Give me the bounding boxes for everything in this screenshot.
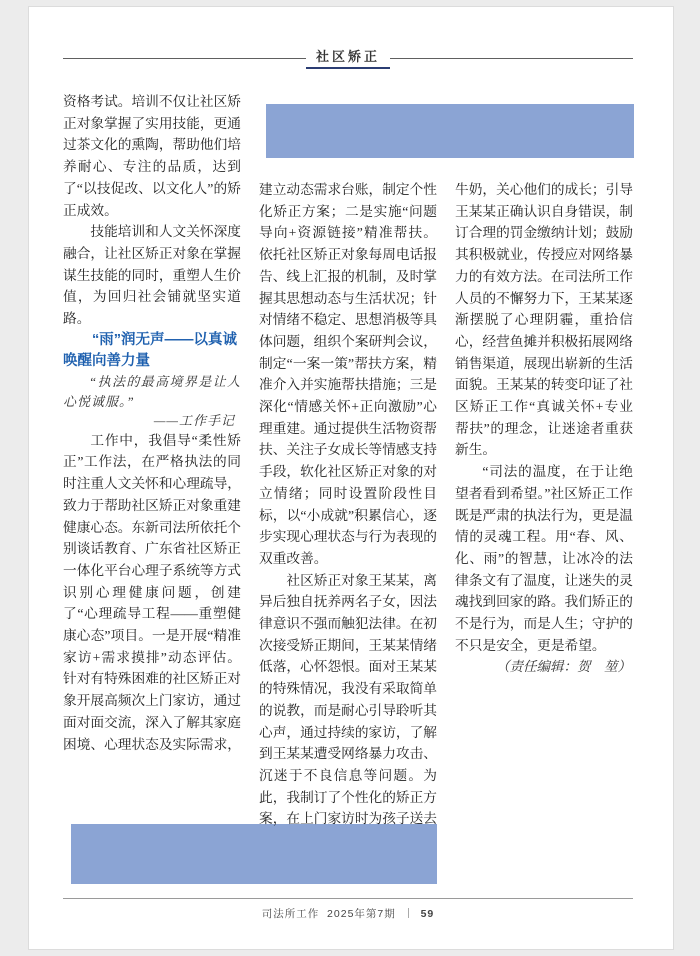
text-column-3 — [455, 179, 633, 678]
paragraph: 社区矫正对象王某某，离异后独自抚养两名子女，因法律意识不强而触犯法律。在初次接受矫正期间，王某某情绪低落，心怀怨恨。面对王某某的特殊情况，我没有采取简单的说教，而是耐心引导聆听其心声，通过持续的家访，了解到王某某遭受网络暴力攻击、沉迷于不良信息等问题。为此，我制订了个性化的矫正方案，在上门家访时为孩子送去 — [259, 572, 437, 827]
pull-quote: “执法的最高境界是让人心悦诚服。” — [63, 373, 241, 409]
footer-rule — [63, 898, 633, 899]
paragraph: 工作中，我倡导“柔性矫正”工作法，在严格执法的同时注重人文关怀和心理疏导，致力于帮助社区矫正对象重建健康心态。东新司法所依托个别谈话教育、广东省社区矫正一体化平台心理子系统等方式识别心理健康问题，创建了“心理疏导工程——重塑健康心态”项目。一是开展“精准家访+需求摸排”动态评估。针对有特殊困难的社区矫正对象开展高频次上门家访，通过面对面交流，深入了解其家庭困境、心理状态及实际需求， — [63, 432, 241, 752]
decorative-block-bottom — [71, 824, 437, 884]
editor-note: （责任编辑：贺 堃） — [496, 659, 631, 675]
quote-attribution: ——工作手记 — [153, 412, 235, 428]
paragraph: “司法的温度，在于让绝望者看到希望。”社区矫正工作既是严肃的执法行为，更是温情的灵魂工程。用“春、风、化、雨”的智慧，让冰冷的法律条文有了温度，让迷失的灵魂找到回家的路。我们矫正的不是行为，而是人生；守护的不只是安全，更是希望。 — [455, 464, 633, 653]
text-column-1 — [63, 91, 241, 755]
page-footer — [63, 906, 633, 921]
paragraph: 建立动态需求台账，制定个性化矫正方案；二是实施“问题导向+资源链接”精准帮扶。依托社区矫正对象每周电话报告、线上汇报的机制，及时掌握其思想动态与生活状况；针对情绪不稳定、思想消极等具体问题，组织个案研判会议，制定“一案一策”帮扶方案，精准介入并实施帮扶措施；三是深化“情感关怀+正向激励”心理重建。通过提供生活物资帮扶、关注子女成长等情感支持手段，软化社区矫正对象的对立情绪；同时设置阶段性目标，以“小成就”积累信心，逐步实现心理状态与行为表现的双重改善。 — [259, 182, 437, 566]
paragraph: 资格考试。培训不仅让社区矫正对象掌握了实用技能，更通过茶文化的熏陶，帮助他们培养耐心、专注的品质，达到了“以技促改、以文化人”的矫正成效。 — [63, 94, 241, 218]
journal-title: 司法所工作 — [261, 908, 320, 920]
paragraph: 技能培训和人文关怀深度融合，让社区矫正对象在掌握谋生技能的同时，重塑人生价值，为回归社会铺就坚实道路。 — [63, 224, 241, 327]
decorative-block-top — [266, 104, 634, 158]
issue-label: 2025年第7期 — [327, 908, 396, 920]
page-header — [63, 49, 633, 69]
page-number: 59 — [420, 908, 435, 920]
footer-divider — [408, 908, 409, 918]
paragraph: 牛奶，关心他们的成长；引导王某某正确认识自身错误，制订合理的罚金缴纳计划；鼓励其积极就业，传授应对网络暴力的有效方法。在司法所工作人员的不懈努力下，王某某逐渐摆脱了心理阴霾，重拾信心，经营鱼摊并积极拓展网络销售渠道，展现出崭新的生活面貌。王某某的转变印证了社区矫正工作“真诚关怀+专业帮扶”的理念，让迷途者重获新生。 — [455, 182, 633, 458]
section-tag: 社区矫正 — [306, 49, 390, 69]
text-column-2 — [259, 179, 437, 830]
section-heading: “雨”润无声——以真诚唤醒向善力量 — [63, 331, 237, 369]
magazine-page — [28, 6, 674, 950]
